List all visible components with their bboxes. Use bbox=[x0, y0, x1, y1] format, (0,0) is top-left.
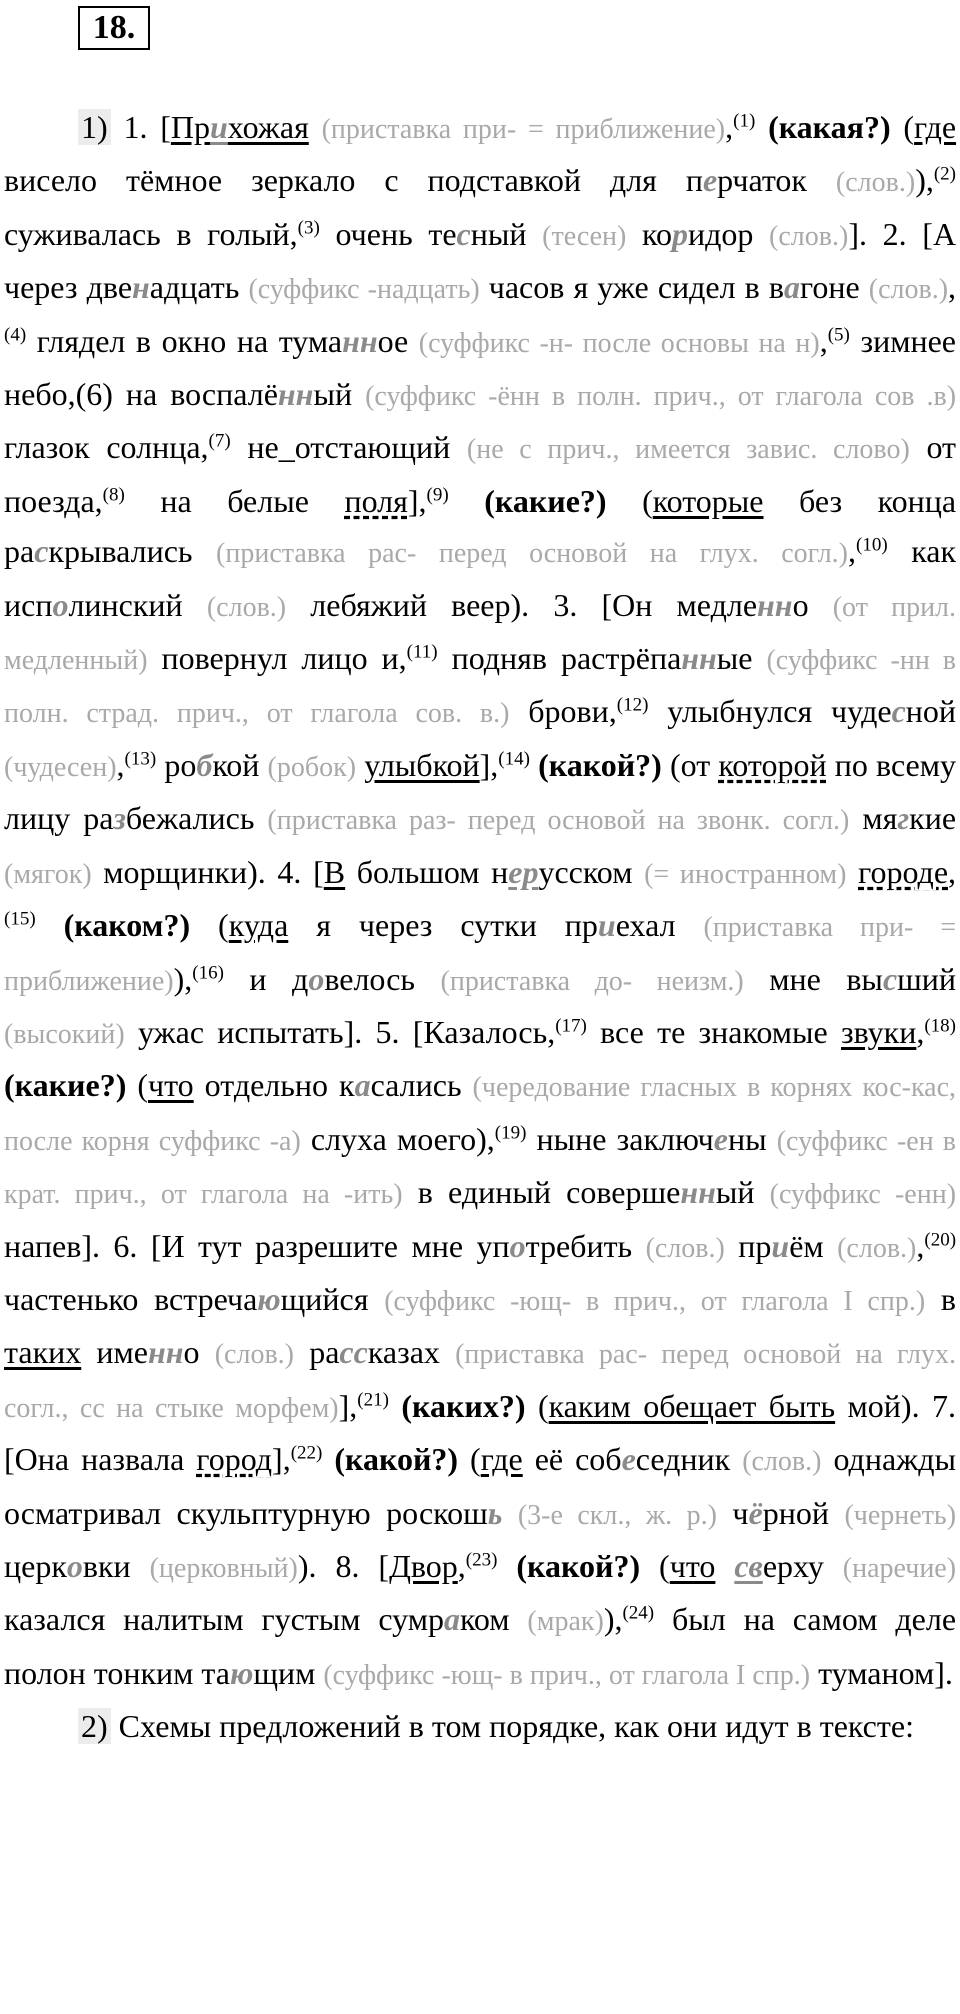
text-run: ём bbox=[789, 1227, 838, 1264]
footnote-mark: (10) bbox=[856, 534, 888, 556]
footnote-mark: (11) bbox=[406, 641, 438, 663]
text-run: большом н bbox=[345, 853, 509, 890]
text-run: требить bbox=[525, 1227, 646, 1264]
text-run: ). 8. [ bbox=[297, 1547, 390, 1584]
highlighted-letter: н bbox=[132, 269, 150, 306]
text-run: я через сутки пр bbox=[288, 907, 598, 944]
underlined-word: хожая bbox=[227, 109, 309, 145]
footnote-mark: (1) bbox=[733, 110, 756, 132]
text-run bbox=[309, 109, 322, 145]
underlined-word: Пр bbox=[170, 109, 210, 145]
footnote-mark: (16) bbox=[192, 961, 224, 983]
text-run: морщинки). 4. [ bbox=[91, 853, 324, 890]
text-run: ( bbox=[640, 1547, 670, 1584]
dash-underlined-word: поля bbox=[344, 482, 408, 519]
text-run: ко bbox=[626, 215, 672, 252]
text-run: , bbox=[457, 1547, 466, 1584]
text-run: щийся bbox=[280, 1280, 385, 1317]
text-run: однажды осматривал скульптурную роскош bbox=[4, 1441, 957, 1531]
footnote-mark: (13) bbox=[124, 748, 157, 770]
highlighted-letter: и bbox=[597, 907, 616, 944]
footnote-mark: (2) bbox=[933, 163, 957, 185]
text-run bbox=[356, 747, 364, 783]
text-run: ком bbox=[459, 1601, 528, 1638]
text-run: велось bbox=[324, 960, 441, 997]
grammar-note: (суффикс -н- после основы на н) bbox=[418, 327, 820, 359]
grammar-note: (суффикс -надцать) bbox=[248, 274, 480, 306]
text-run: име bbox=[81, 1334, 149, 1371]
text-run: ый bbox=[715, 1174, 770, 1211]
text-run: бежались bbox=[125, 800, 268, 837]
highlighted-letter: о bbox=[308, 960, 325, 997]
text-run: линский bbox=[68, 586, 207, 623]
grammar-note: (слов.) bbox=[835, 167, 916, 199]
footnote-mark: (7) bbox=[208, 430, 231, 452]
grammar-note: (церковный) bbox=[149, 1552, 298, 1584]
highlighted-letter: с bbox=[456, 215, 471, 252]
highlighted-letter: е bbox=[621, 1441, 636, 1478]
footnote-mark: (5) bbox=[827, 323, 850, 345]
text-run: , bbox=[848, 533, 857, 570]
text-run: мне вы bbox=[743, 960, 883, 997]
text-run: ]. 2. [А через две bbox=[4, 215, 957, 306]
grammar-note: (суффикс -ющ- в прич., от глагола I спр.) bbox=[323, 1659, 811, 1691]
text-run: глядел в окно на тума bbox=[26, 322, 343, 359]
text-run: ], bbox=[407, 482, 427, 519]
highlighted-letter: а bbox=[784, 269, 800, 306]
underlined-word: каким обещает быть bbox=[548, 1387, 836, 1424]
underlined-word: улыбкой bbox=[364, 746, 480, 783]
text-run: ), bbox=[603, 1601, 623, 1638]
grammar-note: (от прил. медленный) bbox=[4, 591, 957, 677]
text-run: рной bbox=[762, 1494, 845, 1531]
highlighted-letter: о bbox=[52, 586, 69, 623]
highlighted-letter: нн bbox=[757, 586, 793, 623]
question-label: (каких?) bbox=[401, 1387, 526, 1424]
footnote-mark: (4) bbox=[4, 323, 27, 345]
text-run: (от bbox=[661, 746, 719, 783]
text-run: ], bbox=[338, 1387, 358, 1424]
text-run: ро bbox=[156, 746, 197, 783]
text-run: церк bbox=[4, 1547, 67, 1584]
grammar-note: (приставка рас- перед основой на глух. согл., сс на стыке морфем) bbox=[4, 1339, 957, 1424]
underlined-word: звуки bbox=[841, 1013, 917, 1050]
text-run bbox=[502, 1495, 517, 1531]
grammar-note: (чернеть) bbox=[844, 1499, 957, 1531]
grammar-note: (приставка при- = приближение) bbox=[321, 114, 726, 145]
underlined-word: где bbox=[480, 1441, 523, 1478]
grammar-note: (приставка до- неизм.) bbox=[440, 965, 744, 997]
grammar-note: (слов.) bbox=[837, 1232, 917, 1264]
part-1-paragraph bbox=[4, 102, 956, 1701]
text-run: , bbox=[725, 109, 734, 145]
highlighted-letter: ер bbox=[508, 853, 539, 890]
text-run: , bbox=[948, 853, 957, 890]
question-label: (какой?) bbox=[516, 1547, 641, 1584]
text-run: её соб bbox=[522, 1441, 622, 1478]
footnote-mark: (19) bbox=[494, 1122, 527, 1144]
grammar-note: (= иностранном) bbox=[644, 858, 847, 890]
text-run: туманом]. bbox=[810, 1654, 953, 1691]
grammar-note: (приставка рас- перед основой на глух. согл.) bbox=[216, 538, 849, 570]
grammar-note: (суффикс -енн) bbox=[769, 1179, 957, 1211]
text-run: ный bbox=[470, 215, 543, 252]
text-run: о bbox=[183, 1334, 215, 1371]
text-run: ной bbox=[905, 693, 957, 730]
grammar-note: (приставка при- = приближение) bbox=[4, 912, 957, 997]
grammar-note: (слов.) bbox=[769, 220, 849, 252]
highlighted-letter: р bbox=[671, 215, 688, 252]
text-run bbox=[322, 1441, 334, 1477]
text-run: ужас испытать]. 5. [Казалось, bbox=[124, 1013, 556, 1050]
highlighted-letter: ё bbox=[748, 1494, 763, 1531]
highlighted-letter: с bbox=[891, 693, 906, 730]
text-run: ( bbox=[525, 1387, 549, 1424]
footnote-mark: (8) bbox=[102, 484, 125, 506]
highlighted-letter: о bbox=[66, 1547, 83, 1584]
highlighted-letter: нн bbox=[148, 1334, 184, 1371]
text-run: , bbox=[916, 1227, 925, 1264]
exercise-number: 18. bbox=[78, 6, 150, 50]
text-run: седник bbox=[635, 1441, 743, 1478]
grammar-note: (слов.) bbox=[742, 1446, 822, 1478]
footnote-mark: (24) bbox=[622, 1602, 655, 1624]
text-run: зимнее небо,(6) на воспалё bbox=[4, 322, 956, 413]
highlighted-letter: ь bbox=[487, 1494, 503, 1531]
text-run bbox=[389, 1388, 401, 1424]
footnote-mark: (20) bbox=[924, 1228, 957, 1250]
text-run: лебяжий веер). 3. [Он медле bbox=[286, 586, 758, 623]
footnote-mark: (22) bbox=[290, 1442, 323, 1464]
text-run: очень те bbox=[319, 215, 457, 252]
text-run: ], bbox=[272, 1441, 291, 1478]
text-run: ( bbox=[890, 109, 915, 145]
text-run: часов я уже сидел в в bbox=[479, 269, 784, 306]
text-run: слуха моего), bbox=[300, 1120, 495, 1157]
text-run: как исп bbox=[4, 533, 957, 623]
grammar-note: (приставка раз- перед основой на звонк. согл.) bbox=[267, 805, 850, 837]
text-run: казался налитым густым сумр bbox=[4, 1601, 444, 1638]
text-run: гоне bbox=[800, 269, 869, 306]
underlined-word: которые bbox=[652, 482, 764, 519]
text-run: , bbox=[916, 1013, 925, 1050]
grammar-note: (чудесен) bbox=[4, 751, 117, 783]
question-label: (каком?) bbox=[63, 907, 191, 944]
text-run: висело тёмное зеркало с подставкой для bbox=[4, 162, 686, 199]
highlighted-letter: а bbox=[443, 1601, 460, 1638]
text-run: о bbox=[792, 586, 833, 623]
highlighted-letter: ю bbox=[257, 1280, 281, 1317]
grammar-note: (слов.) bbox=[868, 274, 949, 306]
question-label: (какие?) bbox=[4, 1067, 127, 1104]
footnote-mark: (9) bbox=[426, 484, 449, 506]
text-run: ( bbox=[126, 1067, 149, 1104]
text-run: ерху bbox=[762, 1547, 843, 1584]
text-run: по всему лицу ра bbox=[4, 746, 956, 837]
grammar-note: (слов.) bbox=[214, 1339, 295, 1371]
underlined-word: что bbox=[669, 1547, 716, 1584]
grammar-note: (суффикс -ен в крат. прич., от глагола на -ить) bbox=[4, 1125, 957, 1211]
footnote-mark: (21) bbox=[357, 1389, 389, 1411]
part-2-paragraph bbox=[4, 1701, 956, 1751]
underlined-word: таких bbox=[4, 1334, 82, 1371]
footnote-mark: (14) bbox=[498, 748, 530, 770]
highlighted-letter: нн bbox=[681, 640, 717, 677]
dash-underlined-word: городе bbox=[858, 853, 949, 890]
text-run: вки bbox=[82, 1547, 150, 1584]
text-run: ны bbox=[727, 1120, 777, 1157]
grammar-note: (слов.) bbox=[645, 1232, 725, 1264]
text-run: п bbox=[685, 162, 703, 199]
highlighted-letter: с bbox=[882, 960, 898, 997]
text-run: ехал bbox=[615, 907, 704, 944]
part-2-number: 2) bbox=[78, 1708, 111, 1744]
grammar-note: (тесен) bbox=[542, 220, 627, 252]
footnote-mark: (23) bbox=[465, 1549, 498, 1571]
question-label: (какая?) bbox=[768, 109, 891, 145]
text-run: рчаток bbox=[717, 162, 836, 199]
analysis-text bbox=[4, 109, 956, 1691]
text-run: , bbox=[116, 746, 125, 783]
footnote-mark: (18) bbox=[924, 1015, 956, 1037]
text-run: ый bbox=[313, 376, 366, 413]
text-run: ), bbox=[173, 960, 193, 997]
underlined-word: В bbox=[323, 853, 346, 890]
highlighted-letter: г bbox=[897, 800, 910, 837]
text-run: ч bbox=[716, 1494, 749, 1531]
text-run: напев]. 6. [И тут разрешите мне уп bbox=[4, 1227, 510, 1264]
footnote-mark: (3) bbox=[297, 217, 320, 239]
grammar-note: (суффикс -ющ- в прич., от глагола I спр.) bbox=[384, 1285, 926, 1317]
grammar-note: (3-е скл., ж. р.) bbox=[517, 1499, 717, 1531]
dash-underlined-word: город bbox=[196, 1441, 273, 1478]
part-2-text: Схемы предложений в том порядке, как они идут в тексте: bbox=[110, 1708, 914, 1745]
text-run: ра bbox=[294, 1334, 340, 1371]
text-run: суживалась в голый, bbox=[4, 215, 298, 252]
grammar-note: (мрак) bbox=[527, 1606, 604, 1638]
grammar-note: (слов.) bbox=[206, 591, 287, 623]
grammar-note: (суффикс -нн в полн. страд. прич., от глагола сов. в.) bbox=[4, 645, 956, 730]
text-run: ныне заключ bbox=[526, 1120, 714, 1157]
highlighted-letter: е bbox=[713, 1120, 728, 1157]
text-run: все те знакомые bbox=[586, 1013, 842, 1050]
highlighted-letter: и bbox=[771, 1227, 790, 1264]
text-run: в bbox=[925, 1280, 957, 1317]
text-run: повернул лицо и, bbox=[147, 640, 407, 677]
text-run: без конца ра bbox=[4, 482, 957, 570]
text-run bbox=[449, 483, 485, 519]
text-run bbox=[755, 109, 768, 145]
question-label: (какой?) bbox=[334, 1441, 459, 1478]
grammar-note: (чередование гласных в корнях кос-кас, после корня суффикс -а) bbox=[4, 1072, 957, 1157]
highlighted-letter: б bbox=[196, 746, 213, 783]
text-run: подняв растрёпа bbox=[437, 640, 682, 677]
text-run: усском bbox=[538, 853, 645, 890]
text-run bbox=[530, 747, 538, 783]
text-run: ( bbox=[190, 907, 229, 944]
text-run: в единый соверше bbox=[402, 1174, 681, 1211]
text-run: казах bbox=[367, 1334, 456, 1371]
footnote-mark: (12) bbox=[616, 694, 649, 716]
text-run: и д bbox=[223, 960, 309, 997]
underlined-word: Двор bbox=[389, 1547, 458, 1584]
text-run: от поезда, bbox=[4, 429, 957, 519]
text-run: щим bbox=[253, 1654, 324, 1691]
text-run: ые bbox=[716, 640, 767, 677]
highlighted-letter: з bbox=[113, 800, 126, 837]
highlighted-letter: о bbox=[509, 1227, 526, 1264]
highlighted-letter: нн bbox=[277, 376, 314, 413]
footnote-mark: (15) bbox=[4, 908, 36, 930]
text-run: ое bbox=[377, 322, 419, 359]
text-run: ( bbox=[606, 482, 653, 519]
highlighted-letter: е bbox=[702, 162, 718, 199]
exercise-body bbox=[4, 102, 956, 1752]
grammar-note: (суффикс -ённ в полн. прич., от глагола сов .в) bbox=[365, 381, 957, 413]
grammar-note: (мягок) bbox=[4, 858, 92, 890]
text-run: глазок солнца, bbox=[4, 429, 209, 466]
grammar-note: (высокий) bbox=[4, 1018, 125, 1050]
text-run: 1. [ bbox=[123, 109, 171, 145]
text-run: мой). 7. [Она назвала bbox=[4, 1387, 957, 1478]
text-run: ( bbox=[458, 1441, 481, 1478]
text-run: не_отстающий bbox=[230, 429, 467, 466]
underlined-word: где bbox=[914, 109, 957, 145]
grammar-note: (не с прич., имеется завис. слово) bbox=[466, 434, 910, 466]
text-run: мя bbox=[849, 800, 898, 837]
highlighted-letter: ю bbox=[229, 1654, 254, 1691]
highlighted-letter: а bbox=[354, 1067, 371, 1104]
highlighted-letter: с bbox=[34, 533, 49, 570]
text-run: пр bbox=[724, 1227, 772, 1264]
text-run: идор bbox=[687, 215, 770, 252]
text-run: улыбнулся чуде bbox=[648, 693, 892, 730]
grammar-note: (робок) bbox=[267, 751, 357, 783]
underlined-word: что bbox=[148, 1067, 194, 1104]
text-run: был на самом деле полон тонким та bbox=[4, 1601, 957, 1691]
highlighted-letter: св bbox=[734, 1547, 763, 1584]
text-run bbox=[36, 907, 64, 943]
highlighted-letter: и bbox=[209, 109, 228, 145]
text-run: на белые bbox=[124, 482, 345, 519]
text-run bbox=[846, 854, 858, 890]
text-run: отдельно к bbox=[193, 1067, 355, 1104]
text-run: кие bbox=[909, 800, 957, 837]
question-label: (какой?) bbox=[538, 746, 662, 783]
highlighted-letter: нн bbox=[680, 1174, 716, 1211]
text-run: ], bbox=[479, 746, 499, 783]
text-run: частенько встреча bbox=[4, 1280, 258, 1317]
footnote-mark: (17) bbox=[555, 1015, 587, 1037]
text-run bbox=[497, 1548, 516, 1584]
text-run: , bbox=[948, 269, 957, 306]
text-run: кой bbox=[212, 746, 268, 783]
highlighted-letter: сс bbox=[339, 1334, 368, 1371]
part-1-number: 1) bbox=[78, 109, 111, 145]
highlighted-letter: нн bbox=[342, 322, 378, 359]
text-run: адцать bbox=[149, 269, 249, 306]
text-run: крывались bbox=[48, 533, 217, 570]
text-run: ), bbox=[915, 162, 934, 199]
text-run bbox=[715, 1548, 734, 1584]
question-label: (какие?) bbox=[484, 482, 607, 519]
underlined-word: куда bbox=[228, 907, 289, 944]
text-run: , bbox=[819, 322, 828, 359]
text-run: ший bbox=[897, 960, 957, 997]
text-run: брови, bbox=[509, 693, 617, 730]
grammar-note: (наречие) bbox=[842, 1552, 957, 1584]
dash-underlined-word: которой bbox=[718, 746, 827, 783]
text-run: сались bbox=[370, 1067, 473, 1104]
